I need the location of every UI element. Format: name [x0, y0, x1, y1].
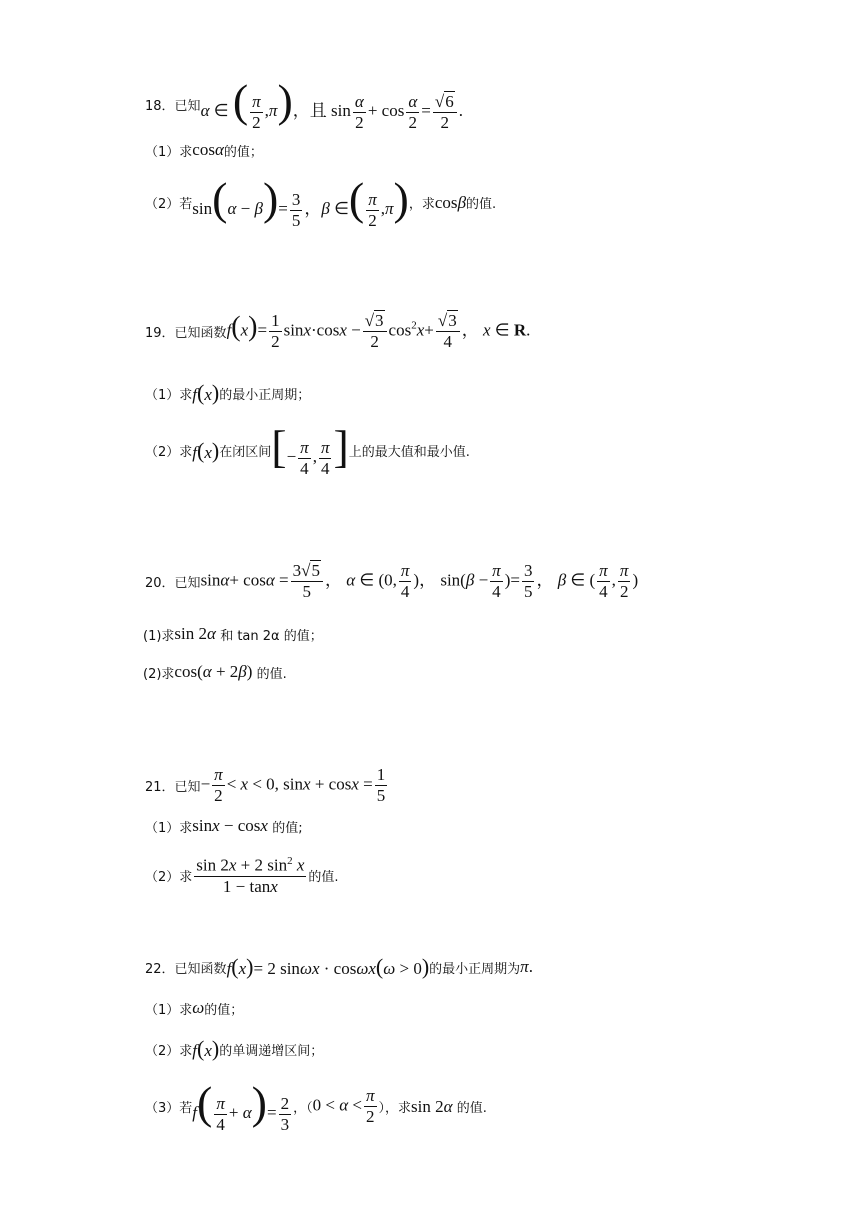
- q19-part2: （2）求 f(x) 在闭区间 [− $\frac{\pi}{4}$ , $\frac{\pi}{4}$ ] 上的最大值和最小值.: [145, 421, 470, 478]
- q22-stem: 22． 已知函数 f(x)= 2 sinωx · cosωx(ω > 0) 的最小正周期为 π.: [145, 954, 533, 979]
- q18-intro: 已知: [174, 99, 201, 115]
- q22-part3: （3）若 f( $\frac{\pi}{4}$ + α)= $\frac{2}{3}$ ，（ 0 < α < $\frac{\pi}{2}$ ），求 sin 2α 的值.: [145, 1077, 487, 1134]
- q18-stem: [145, 75, 463, 132]
- q18-number: 18．: [145, 99, 175, 115]
- q22-part1: （1）求 ω 的值；: [145, 998, 244, 1018]
- q22-part2: （2）求 f(x) 的单调递增区间；: [145, 1036, 324, 1061]
- q21-stem: 21． 已知 − $\frac{\pi}{2}$ < x < 0, sinx + cosx = $\frac{1}{5}$: [145, 765, 386, 805]
- q21-part2: （2）求 $\frac{\sin 2x + 2 \sin^2 x}{1 - \tan x}$ 的值.: [145, 855, 339, 896]
- q19-stem: 19． 已知函数 f(x)= $\frac{1}{2}$ sinx·cosx − $\frac{√3}{2}$ $\cos^2x+$ $\frac{√3}{4}$ ， x ∈ R.: [145, 311, 531, 351]
- q18-part1: （1）求 cosα 的值；: [145, 140, 263, 160]
- q20-part2: (2)求 cos(α + 2β) 的值.: [143, 662, 287, 682]
- q20-stem: 20． 已知 sinα+ cosα = $\frac{3√5}{5}$ ， α ∈ (0, $\frac{\pi}{4}$ )， sin(β − $\frac{\pi}{4}$ )= $\frac{3}{5}$ ， β ∈ ( $\frac{\pi}{4}$ , $\frac{\pi}{2}$ ): [145, 561, 639, 601]
- q18-part2: （2）若 sin(α − β)= $\frac{3}{5}$ ，β ∈( $\frac{\pi}{2}$ ,π) ，求 cosβ 的值.: [145, 173, 497, 230]
- q21-part1: （1）求 sinx − cosx 的值;: [145, 816, 303, 836]
- q19-part1: （1）求 f(x) 的最小正周期；: [145, 380, 311, 405]
- q20-part1: (1)求 sin 2α 和 tan 2α 的值；: [143, 624, 323, 644]
- q18-formula: α ∈ ( $\frac{\pi}{2}$ ,π)，且 sin $\frac{\alpha}{2}$ + cos $\frac{\alpha}{2}$ = $\frac{√6}{2}$ .: [200, 75, 463, 132]
